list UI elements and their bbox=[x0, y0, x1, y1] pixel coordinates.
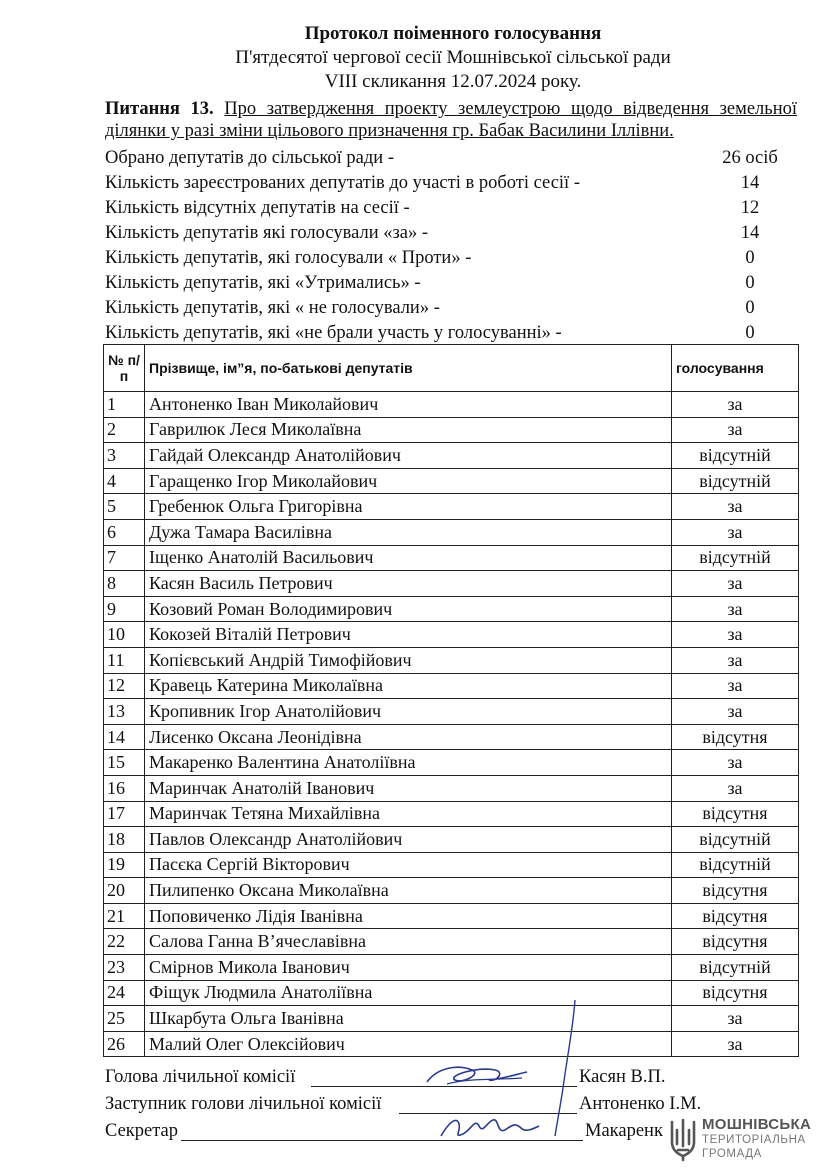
row-vote: відсутня bbox=[672, 903, 799, 929]
row-num: 8 bbox=[104, 571, 145, 597]
table-row bbox=[104, 647, 799, 673]
row-name: Гаврилюк Леся Миколаївна bbox=[145, 417, 672, 443]
row-num: 12 bbox=[104, 673, 145, 699]
chair-name: Касян В.П. bbox=[579, 1067, 666, 1087]
table-row bbox=[104, 750, 799, 776]
vote-stats bbox=[105, 146, 805, 346]
stat-row bbox=[105, 296, 805, 321]
stat-row bbox=[105, 321, 805, 346]
table-row bbox=[104, 699, 799, 725]
row-num: 13 bbox=[104, 699, 145, 725]
vote-table bbox=[103, 344, 799, 1057]
row-num: 11 bbox=[104, 647, 145, 673]
question-label: Питання 13 bbox=[105, 99, 210, 119]
table-header-row bbox=[104, 345, 799, 392]
row-num: 4 bbox=[104, 468, 145, 494]
agenda-question: Питання 13. Про затвердження проекту землеустрою щодо відведення земельної ділянки у разі зміни цільового призначення гр. Бабак Василини Іллівни. bbox=[105, 99, 797, 141]
row-name: Шкарбута Ольга Іванівна bbox=[145, 1006, 672, 1032]
table-row bbox=[104, 468, 799, 494]
row-num: 23 bbox=[104, 955, 145, 981]
document-header bbox=[0, 22, 826, 94]
row-vote: за bbox=[672, 596, 799, 622]
row-vote: відсутня bbox=[672, 801, 799, 827]
table-row bbox=[104, 903, 799, 929]
row-vote: відсутній bbox=[672, 827, 799, 853]
table-row bbox=[104, 545, 799, 571]
row-vote: за bbox=[672, 750, 799, 776]
table-row bbox=[104, 494, 799, 520]
trident-icon bbox=[666, 1116, 700, 1162]
table-row bbox=[104, 571, 799, 597]
row-num: 5 bbox=[104, 494, 145, 520]
table-row bbox=[104, 724, 799, 750]
row-name: Лисенко Оксана Леонідівна bbox=[145, 724, 672, 750]
stat-row bbox=[105, 246, 805, 271]
stat-value: 0 bbox=[745, 323, 755, 343]
row-num: 14 bbox=[104, 724, 145, 750]
table-row bbox=[104, 775, 799, 801]
stat-value: 14 bbox=[740, 223, 760, 243]
row-num: 26 bbox=[104, 1031, 145, 1057]
row-vote: за bbox=[672, 571, 799, 597]
row-num: 19 bbox=[104, 852, 145, 878]
row-num: 10 bbox=[104, 622, 145, 648]
row-vote: за bbox=[672, 775, 799, 801]
row-name: Кокозей Віталій Петрович bbox=[145, 622, 672, 648]
stat-label: Кількість депутатів, які «не брали участь у голосуванні» - bbox=[105, 323, 562, 343]
row-name: Гребенюк Ольга Григорівна bbox=[145, 494, 672, 520]
row-vote: за bbox=[672, 494, 799, 520]
table-row bbox=[104, 1031, 799, 1057]
row-name: Дужа Тамара Василівна bbox=[145, 519, 672, 545]
row-vote: за bbox=[672, 417, 799, 443]
stat-row bbox=[105, 221, 805, 246]
row-num: 9 bbox=[104, 596, 145, 622]
row-num: 21 bbox=[104, 903, 145, 929]
stat-value: 0 bbox=[745, 273, 755, 293]
secretary-role: Секретар bbox=[105, 1121, 178, 1141]
logo-line-2: ТЕРИТОРІАЛЬНА bbox=[702, 1134, 806, 1146]
row-vote: за bbox=[672, 1006, 799, 1032]
row-name: Гаращенко Ігор Миколайович bbox=[145, 468, 672, 494]
document-convocation: VIII скликання 12.07.2024 року. bbox=[324, 71, 582, 92]
table-row bbox=[104, 443, 799, 469]
stat-value: 26 осіб bbox=[722, 148, 778, 168]
row-num: 3 bbox=[104, 443, 145, 469]
question-text: Про затвердження проекту землеустрою щодо відведення земельної ділянки у разі зміни цільового призначення гр. Бабак Василини Іллівни. bbox=[105, 99, 797, 141]
row-name: Козовий Роман Володимирович bbox=[145, 596, 672, 622]
stat-value: 14 bbox=[740, 173, 760, 193]
table-row bbox=[104, 417, 799, 443]
row-name: Маринчак Тетяна Михайлівна bbox=[145, 801, 672, 827]
stat-value: 0 bbox=[745, 248, 755, 268]
table-row bbox=[104, 852, 799, 878]
table-row bbox=[104, 519, 799, 545]
row-num: 18 bbox=[104, 827, 145, 853]
table-row bbox=[104, 596, 799, 622]
stat-row bbox=[105, 146, 805, 171]
row-vote: відсутня bbox=[672, 980, 799, 1006]
row-vote: відсутня bbox=[672, 878, 799, 904]
signature-chair bbox=[105, 1064, 805, 1091]
row-name: Фіщук Людмила Анатоліївна bbox=[145, 980, 672, 1006]
row-vote: за bbox=[672, 699, 799, 725]
row-num: 24 bbox=[104, 980, 145, 1006]
row-name: Пилипенко Оксана Миколаївна bbox=[145, 878, 672, 904]
row-vote: за bbox=[672, 1031, 799, 1057]
secretary-name: Макаренк bbox=[585, 1121, 663, 1141]
table-row bbox=[104, 980, 799, 1006]
stat-label: Кількість депутатів, які голосували « Проти» - bbox=[105, 248, 472, 268]
row-vote: за bbox=[672, 622, 799, 648]
row-num: 7 bbox=[104, 545, 145, 571]
row-name: Іщенко Анатолій Васильович bbox=[145, 545, 672, 571]
chair-signature-image bbox=[417, 1058, 537, 1092]
stat-label: Кількість відсутніх депутатів на сесії - bbox=[105, 198, 410, 218]
logo-line-3: ГРОМАДА bbox=[702, 1148, 762, 1160]
row-num: 16 bbox=[104, 775, 145, 801]
row-num: 20 bbox=[104, 878, 145, 904]
header-vote: голосування bbox=[672, 345, 799, 392]
logo-line-1: МОШНІВСЬКА bbox=[702, 1116, 812, 1133]
row-num: 22 bbox=[104, 929, 145, 955]
row-num: 1 bbox=[104, 392, 145, 418]
row-vote: за bbox=[672, 647, 799, 673]
table-row bbox=[104, 878, 799, 904]
row-name: Кропивник Ігор Анатолійович bbox=[145, 699, 672, 725]
header-name: Прізвище, ім”я, по-батькові депутатів bbox=[145, 345, 672, 392]
row-name: Касян Василь Петрович bbox=[145, 571, 672, 597]
signature-stroke-image bbox=[545, 998, 585, 1138]
document-title: Протокол поіменного голосування bbox=[304, 23, 602, 44]
table-row bbox=[104, 392, 799, 418]
row-name: Смірнов Микола Іванович bbox=[145, 955, 672, 981]
row-num: 2 bbox=[104, 417, 145, 443]
row-num: 6 bbox=[104, 519, 145, 545]
table-row bbox=[104, 955, 799, 981]
stat-label: Кількість депутатів, які « не голосували» - bbox=[105, 298, 440, 318]
row-name: Антоненко Іван Миколайович bbox=[145, 392, 672, 418]
stat-label: Кількість зареєстрованих депутатів до участі в роботі сесії - bbox=[105, 173, 580, 193]
stat-row bbox=[105, 196, 805, 221]
row-vote: відсутня bbox=[672, 929, 799, 955]
stat-row bbox=[105, 171, 805, 196]
table-row bbox=[104, 1006, 799, 1032]
row-num: 17 bbox=[104, 801, 145, 827]
table-row bbox=[104, 929, 799, 955]
row-vote: за bbox=[672, 392, 799, 418]
chair-role: Голова лічильної комісії bbox=[105, 1067, 296, 1087]
row-vote: відсутня bbox=[672, 724, 799, 750]
row-name: Салова Ганна В’ячеславівна bbox=[145, 929, 672, 955]
row-vote: відсутній bbox=[672, 955, 799, 981]
row-name: Макаренко Валентина Анатоліївна bbox=[145, 750, 672, 776]
deputy-name: Антоненко І.М. bbox=[579, 1094, 702, 1114]
row-vote: відсутній bbox=[672, 852, 799, 878]
table-row bbox=[104, 827, 799, 853]
stat-row bbox=[105, 271, 805, 296]
row-name: Пасєка Сергій Вікторович bbox=[145, 852, 672, 878]
row-name: Павлов Олександр Анатолійович bbox=[145, 827, 672, 853]
stat-label: Обрано депутатів до сільської ради - bbox=[105, 148, 394, 168]
row-vote: за bbox=[672, 519, 799, 545]
row-name: Кравець Катерина Миколаївна bbox=[145, 673, 672, 699]
row-vote: відсутній bbox=[672, 545, 799, 571]
stat-value: 12 bbox=[740, 198, 760, 218]
deputy-role: Заступник голови лічильної комісії bbox=[105, 1094, 382, 1114]
row-name: Гайдай Олександр Анатолійович bbox=[145, 443, 672, 469]
document-subtitle: П'ятдесятої чергової сесії Мошнівської сільської ради bbox=[235, 47, 671, 68]
row-name: Поповиченко Лідія Іванівна bbox=[145, 903, 672, 929]
row-vote: відсутній bbox=[672, 443, 799, 469]
community-logo bbox=[666, 1114, 816, 1164]
row-num: 15 bbox=[104, 750, 145, 776]
row-name: Копієвський Андрій Тимофійович bbox=[145, 647, 672, 673]
table-row bbox=[104, 622, 799, 648]
row-name: Маринчак Анатолій Іванович bbox=[145, 775, 672, 801]
row-name: Малий Олег Олексійович bbox=[145, 1031, 672, 1057]
stat-label: Кількість депутатів які голосували «за» - bbox=[105, 223, 429, 243]
row-num: 25 bbox=[104, 1006, 145, 1032]
stat-value: 0 bbox=[745, 298, 755, 318]
stat-label: Кількість депутатів, які «Утримались» - bbox=[105, 273, 421, 293]
row-vote: відсутній bbox=[672, 468, 799, 494]
secretary-signature-image bbox=[435, 1108, 545, 1144]
header-num: № п/п bbox=[104, 345, 145, 392]
table-row bbox=[104, 801, 799, 827]
row-vote: за bbox=[672, 673, 799, 699]
table-row bbox=[104, 673, 799, 699]
